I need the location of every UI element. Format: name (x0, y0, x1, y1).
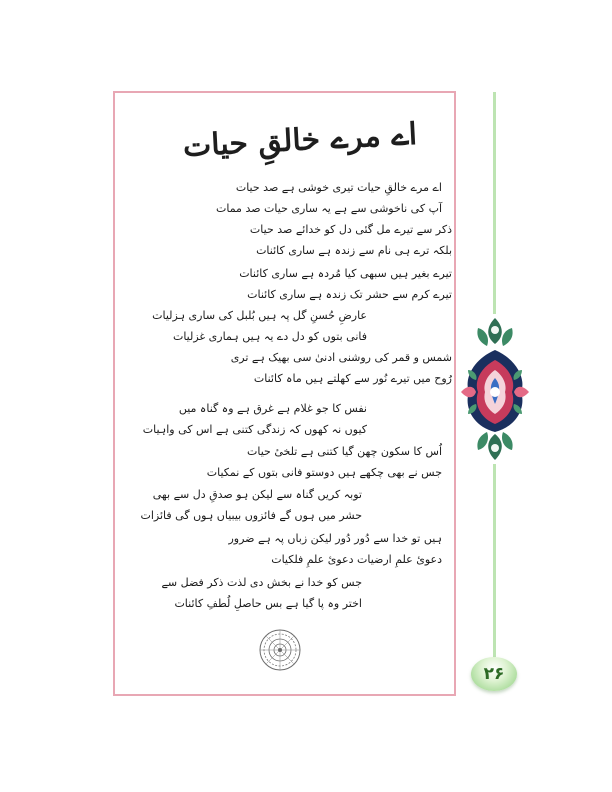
stanza-9 (228, 528, 442, 570)
verse-line: اے مرے خالقِ حیات تیری خوشی ہے صد حیات (235, 181, 442, 194)
verse-line: جس کو خدا نے بخش دی لذت ذکر فضل سے (161, 576, 362, 589)
stanza-10 (161, 572, 362, 614)
stanza-8 (141, 484, 362, 526)
page-number-badge (471, 657, 517, 691)
rosette-ornament-icon (258, 628, 302, 672)
verse-line: نفس کا جو غلام ہے غرق ہے وہ گناہ میں (178, 402, 367, 415)
verse-line: توبہ کریں گناہ سے لیکن ہو صدقِ دل سے بھی (152, 488, 362, 501)
stanza-4 (152, 305, 367, 347)
verse-line: حشر میں ہوں گے فائزوں بیبیاں ہوں گی فائزات (140, 509, 362, 522)
verse-line: اختر وہ پا گیا ہے بس حاصلِ لُطفِ کائنات (174, 597, 362, 610)
stanza-1 (216, 177, 442, 219)
margin-rule-top (493, 92, 496, 314)
verse-line: تیرے بغیر ہیں سبھی کیا مُردہ ہے ساری کائنات (239, 267, 452, 280)
verse-line: دعویٔ علمِ ارضیات دعویٔ علمِ فلکیات (271, 553, 442, 566)
stanza-3 (239, 263, 452, 305)
verse-line: تیرے کرم سے حشر تک زندہ ہے ساری کائنات (247, 288, 452, 301)
verse-line: فانی بتوں کو دل دے یہ ہیں ہماری غزلیات (172, 330, 367, 343)
floral-ornament-icon (456, 314, 534, 464)
stanza-5 (231, 347, 452, 389)
verse-line: آپ کی ناخوشی سے ہے یہ ساری حیات صد ممات (215, 202, 442, 215)
stanza-6 (143, 398, 367, 440)
verse-line: بلکہ ترے ہی نام سے زندہ ہے ساری کائنات (256, 244, 452, 257)
verse-line: ہیں تو خدا سے دُور دُور لیکن زباں پہ ہے ضرور (228, 532, 442, 545)
stanza-7 (207, 441, 442, 483)
verse-line: ذکر سے تیرے مل گئی دل کو خدائے صد حیات (249, 223, 452, 236)
verse-line: اُس کا سکون چھن گیا کتنی ہے تلخیٔ حیات (247, 445, 442, 458)
margin-rule-bottom (493, 464, 496, 657)
verse-line: جس نے بھی چکھے ہیں دوستو فانی بتوں کے نمکیات (206, 466, 442, 479)
verse-line: کیوں نہ کھوں کہ زندگی کتنی ہے اس کی واہیات (142, 423, 367, 436)
stanza-2 (250, 219, 452, 261)
verse-line: عارضِ حُسنِ گل پہ ہیں بُلبل کی ساری ہزلیات (152, 309, 367, 322)
page-number: ۲۶ (483, 664, 505, 684)
verse-line: شمس و قمر کی روشنی ادنیٰ سی بھیک ہے تری (230, 351, 452, 364)
verse-line: رُوح میں تیرے نُور سے کھلتے ہیں ماہ کائنات (253, 372, 452, 385)
poem-title: اے مرے خالقِ حیات (182, 116, 418, 165)
